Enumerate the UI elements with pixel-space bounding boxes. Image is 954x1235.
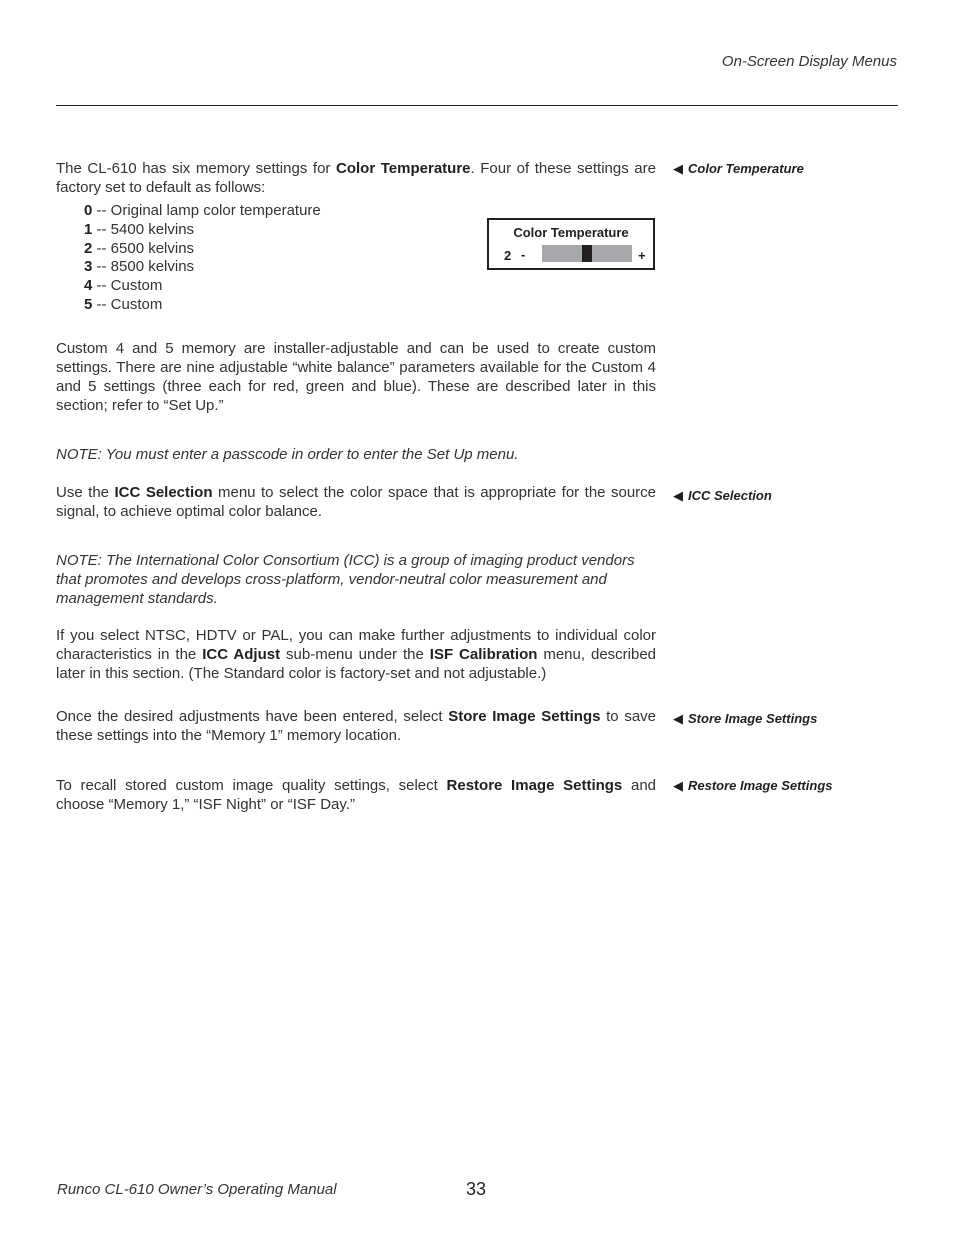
sidehead-icc-selection (673, 488, 772, 504)
sidehead-label: ICC Selection (688, 488, 772, 503)
list-item-text: -- 8500 kelvins (92, 258, 195, 276)
icc-adjust-paragraph (56, 626, 656, 683)
color-temp-list (84, 202, 321, 315)
list-item-number: 1 (84, 220, 93, 238)
osd-title: Color Temperature (513, 225, 629, 240)
footer-manual-title: Runco CL-610 Owner’s Operating Manual (57, 1181, 337, 1198)
sidehead-label: Store Image Settings (688, 711, 818, 726)
osd-color-temperature-box (487, 218, 655, 270)
list-item-number: 0 (84, 202, 93, 219)
list-item-number: 5 (84, 295, 93, 313)
store-text-pre: Once the desired adjustments have been entered, select (56, 708, 449, 725)
list-item (84, 221, 321, 240)
list-item-text: -- Custom (92, 277, 163, 295)
color-temp-bold: Color Temperature (336, 160, 471, 177)
sidehead-label: Color Temperature (688, 161, 804, 176)
color-temp-text-post: . Four of these settings are factory set to default as follows: (56, 160, 656, 196)
note-setup-passcode: NOTE: You must enter a passcode in order to enter the Set Up menu. (56, 446, 519, 463)
list-item (84, 258, 321, 277)
isf-calibration-bold: ISF Calibration (429, 646, 538, 663)
list-item-text: -- 5400 kelvins (92, 220, 195, 238)
list-item (84, 202, 321, 221)
osd-slider-track (542, 245, 632, 262)
list-item-number: 3 (84, 258, 93, 276)
arrow-left-icon: ◀ (673, 711, 683, 726)
store-bold: Store Image Settings (448, 708, 601, 725)
sidehead-label: Restore Image Settings (688, 778, 833, 793)
list-item (84, 240, 321, 259)
custom-memory-paragraph: Custom 4 and 5 memory are installer-adjustable and can be used to create custom settings. There are nine adjustable “white balance” parameters available for the Custom 4 and 5 settings (three each for red, green and blue). These are described later in this section; refer to “Set Up.” (56, 340, 656, 414)
osd-plus: + (638, 248, 646, 263)
store-text-post: to save these settings into the “Memory 1” memory location. (56, 708, 657, 744)
restore-settings-paragraph (56, 776, 656, 814)
page-number: 33 (466, 1179, 487, 1199)
running-header: On-Screen Display Menus (721, 53, 897, 70)
restore-text-pre: To recall stored custom image quality settings, select (56, 777, 447, 794)
arrow-left-icon: ◀ (673, 488, 683, 503)
icc-bold: ICC Selection (114, 484, 213, 501)
list-item (84, 277, 321, 296)
osd-slider-thumb (582, 245, 592, 262)
osd-value: 2 (504, 248, 512, 263)
list-item-text: -- Custom (92, 295, 163, 313)
restore-text-post: and choose “Memory 1,” “ISF Night” or “ISF Day.” (56, 777, 656, 813)
list-item (84, 296, 321, 315)
note-icc: NOTE: The International Color Consortium (ICC) is a group of imaging product vendors that promotes and develops cross-platform, vendor-neutral color measurement and management standards. (56, 552, 635, 607)
sidehead-store-image-settings (673, 711, 817, 727)
list-item-number: 2 (84, 239, 93, 257)
icc-adjust-bold: ICC Adjust (202, 646, 281, 663)
arrow-left-icon: ◀ (673, 161, 683, 176)
sidehead-restore-image-settings (673, 778, 833, 794)
arrow-left-icon: ◀ (673, 778, 683, 793)
header-rule (56, 105, 898, 106)
color-temp-text-pre: The CL-610 has six memory settings for (56, 160, 336, 177)
icc-adjust-text-pre: If you select NTSC, HDTV or PAL, you can make further adjustments to individual color characteristics in the (56, 627, 656, 663)
sidehead-color-temperature (673, 161, 804, 177)
icc-adjust-text-mid: sub-menu under the (280, 646, 430, 663)
icc-adjust-text-post: menu, described later in this section. (The Standard color is factory-set and not adjustable.) (56, 646, 657, 682)
icc-selection-paragraph (56, 483, 656, 521)
restore-bold: Restore Image Settings (446, 777, 623, 794)
store-settings-paragraph (56, 707, 656, 745)
osd-minus: - (521, 247, 526, 262)
icc-text-post: menu to select the color space that is appropriate for the source signal, to achieve optimal color balance. (56, 484, 657, 520)
list-item-number: 4 (84, 277, 93, 295)
list-item-text: -- Original lamp color temperature (92, 202, 321, 219)
color-temp-paragraph (56, 159, 656, 197)
icc-text-pre: Use the (56, 484, 115, 501)
list-item-text: -- 6500 kelvins (92, 239, 195, 257)
